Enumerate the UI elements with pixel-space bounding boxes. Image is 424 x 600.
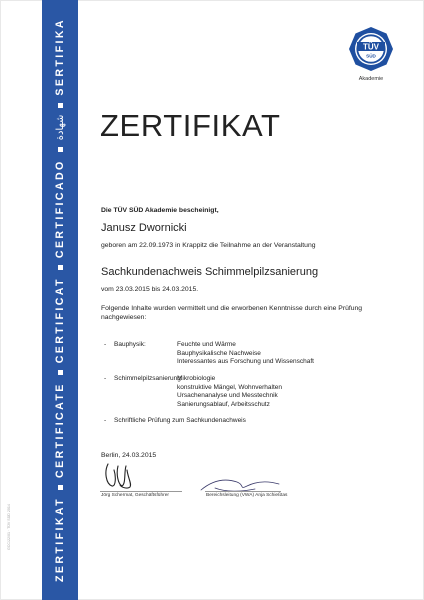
logo-sub: SÜD [366,53,376,59]
band-square-icon [58,147,63,152]
band-segment: SERTIFIKA [54,18,66,96]
content-label: Bauphysik: [114,341,146,348]
content-value: Feuchte und Wärme [177,341,236,348]
left-signature-icon [100,460,170,492]
content-value: Ursachenanalyse und Messtechnik [177,392,278,400]
list-bullet: - [104,417,107,424]
content-value: Mikrobiologie [177,375,216,382]
logo-caption: Akademie [358,76,384,82]
date-range: vom 23.03.2015 bis 24.03.2015. [101,286,199,293]
band-segment: ZERTIFIKAT [54,496,66,582]
intro-text: Die TÜV SÜD Akademie bescheinigt, [101,207,219,214]
side-band-text [50,0,70,600]
outcome-line: Folgende Inhalte wurden vermittelt und die erworbenen Kenntnisse durch eine Prüfung [101,305,363,312]
band-segment: CERTIFICATE [54,382,66,478]
page-title: ZERTIFIKAT [100,108,281,143]
band-segment: CERTIFICADO [54,159,66,259]
tuv-sud-logo-icon [348,26,394,72]
list-bullet: - [104,375,107,382]
outcome-line: nachgewiesen: [101,314,147,321]
right-signature-caption: Bereichsleitung (VWA) Anja Schießtas [206,493,288,498]
birth-line: geboren am 22.09.1973 in Krappitz die Teilnahme an der Veranstaltung [101,242,316,249]
band-square-icon [58,370,63,375]
content-value: Interessantes aus Forschung und Wissenschaft [177,358,314,366]
place-date: Berlin, 24.03.2015 [101,452,157,459]
content-label: Schriftliche Prüfung zum Sachkundenachweis [114,417,246,424]
band-square-icon [58,103,63,108]
band-segment: CERTIFICAT [54,277,66,364]
list-bullet: - [104,341,107,348]
recipient-name: Janusz Dwornicki [101,222,187,234]
content-value: Sanierungsablauf, Arbeitsschutz [177,400,270,408]
content-label: Schimmelpilzsanierung: [114,375,183,382]
band-segment: شهادة [55,114,66,141]
band-square-icon [58,265,63,270]
content-value: Bauphysikalische Nachweise [177,349,261,357]
signature-line [100,491,182,492]
left-signature-caption: Jörg Schermat, Geschäftsführer [101,493,169,498]
logo-brand: TÜV [363,42,379,52]
side-note: GCC/22/01 · TÜV SÜD 2014 [7,504,11,550]
content-value: konstruktive Mängel, Wohnverhalten [177,383,283,391]
signature-line [205,491,281,492]
course-title: Sachkundenachweis Schimmelpilzsanierung [101,266,319,278]
band-square-icon [58,485,63,490]
